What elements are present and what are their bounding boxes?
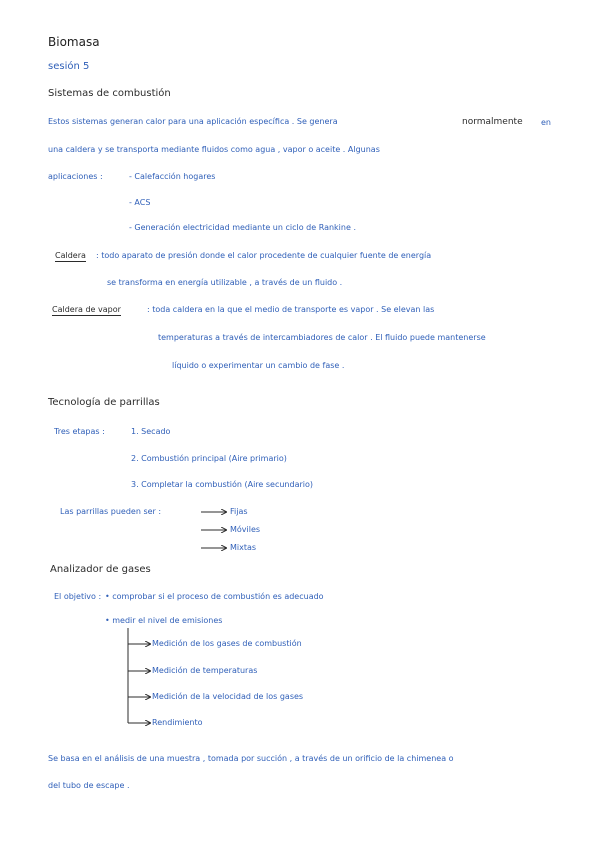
objective-item: • medir el nivel de emisiones bbox=[105, 616, 223, 625]
paragraph-line: Estos sistemas generan calor para una aplicación específica . Se genera bbox=[48, 117, 338, 126]
paragraph-line: del tubo de escape . bbox=[48, 781, 130, 790]
application-item: - ACS bbox=[129, 198, 151, 207]
definition-line: se transforma en energía utilizable , a través de un fluido . bbox=[107, 278, 343, 287]
application-item: - Calefacción hogares bbox=[129, 172, 216, 181]
paragraph-word-en: en bbox=[541, 118, 551, 127]
term-caldera-de-vapor: Caldera de vapor bbox=[52, 305, 121, 314]
definition-line: temperaturas a través de intercambiadores de calor . El fluido puede mantenerse bbox=[158, 333, 486, 342]
stages-label: Tres etapas : bbox=[54, 427, 105, 436]
grates-label: Las parrillas pueden ser : bbox=[60, 507, 162, 516]
paragraph-line: una caldera y se transporta mediante fluidos como agua , vapor o aceite . Algunas bbox=[48, 145, 380, 154]
paragraph-line: Se basa en el análisis de una muestra , tomada por succión , a través de un orificio de la chimenea o bbox=[48, 754, 454, 763]
definition-line: : todo aparato de presión donde el calor procedente de cualquier fuente de energía bbox=[96, 251, 432, 260]
stage-item: 2. Combustión principal (Aire primario) bbox=[131, 454, 287, 463]
definition-line: : toda caldera en la que el medio de transporte es vapor . Se elevan las bbox=[147, 305, 435, 314]
stage-item: 3. Completar la combustión (Aire secundario) bbox=[131, 480, 314, 489]
applications-label: aplicaciones : bbox=[48, 172, 103, 181]
paragraph-word-normalmente: normalmente bbox=[462, 117, 523, 127]
objective-label: El objetivo : bbox=[54, 592, 102, 601]
measurement-item: Medición de la velocidad de los gases bbox=[152, 692, 304, 701]
application-item: - Generación electricidad mediante un ciclo de Rankine . bbox=[129, 223, 356, 232]
objective-item: • comprobar si el proceso de combustión es adecuado bbox=[105, 592, 324, 601]
page-title: Biomasa bbox=[48, 35, 100, 49]
section-heading-grate-technology: Tecnología de parrillas bbox=[48, 397, 160, 408]
section-heading-combustion-systems: Sistemas de combustión bbox=[48, 88, 171, 99]
measurement-item: Rendimiento bbox=[152, 718, 203, 727]
definition-line: líquido o experimentar un cambio de fase . bbox=[172, 361, 345, 370]
measurement-item: Medición de temperaturas bbox=[152, 666, 258, 675]
session-label: sesión 5 bbox=[48, 61, 90, 72]
grate-type: Móviles bbox=[230, 525, 261, 534]
grate-type: Fijas bbox=[230, 507, 248, 516]
grate-type: Mixtas bbox=[230, 543, 257, 552]
term-caldera: Caldera bbox=[55, 251, 86, 260]
section-heading-gas-analyzer: Analizador de gases bbox=[50, 564, 151, 575]
stage-item: 1. Secado bbox=[131, 427, 171, 436]
measurement-item: Medición de los gases de combustión bbox=[152, 639, 302, 648]
